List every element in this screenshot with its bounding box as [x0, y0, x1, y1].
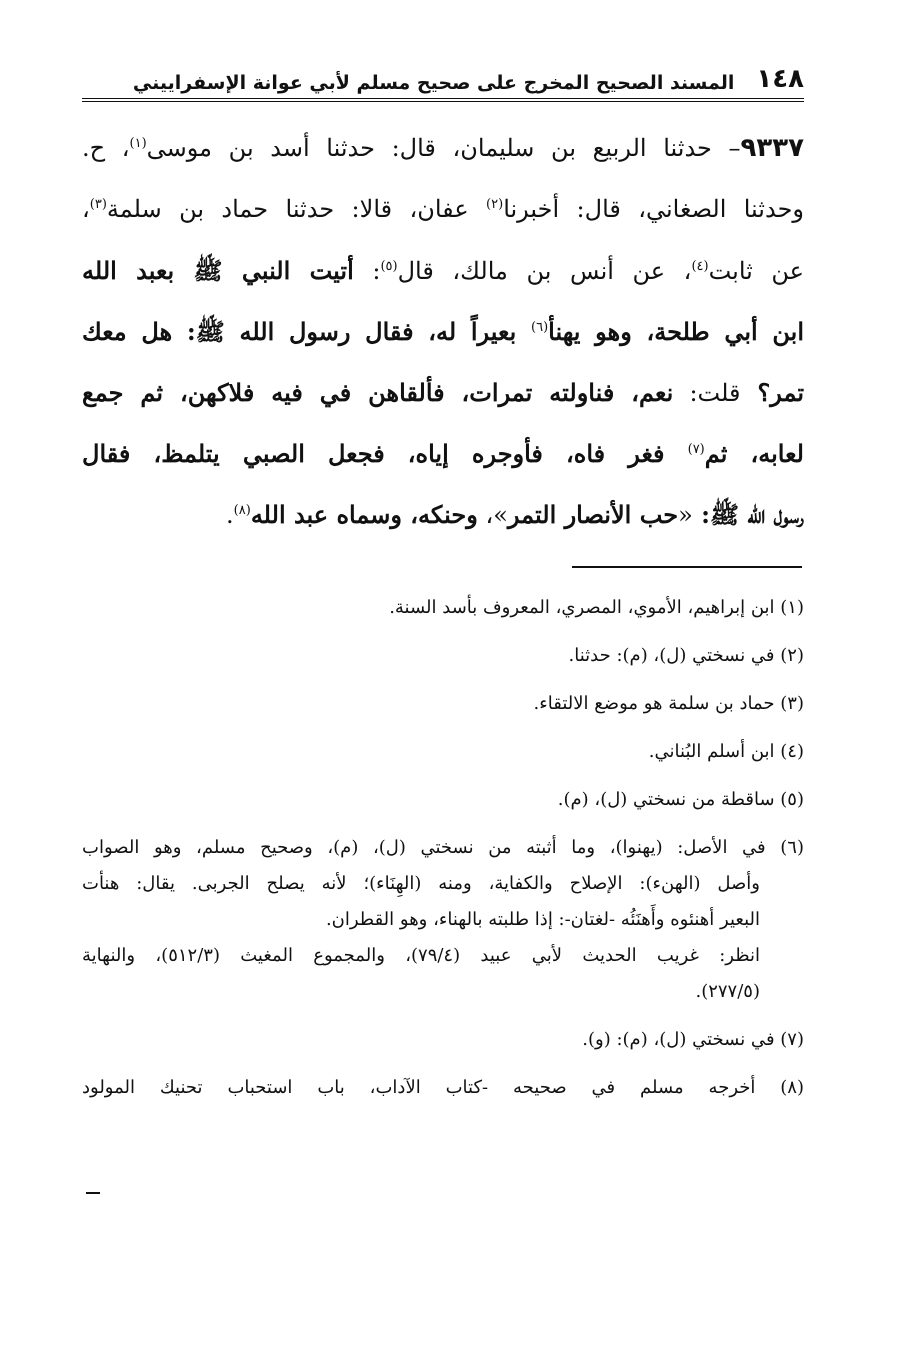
- hadith-matn-bold: رسول الله ﷺ:: [692, 500, 804, 529]
- footnote-ref: (١): [129, 136, 147, 151]
- hadith-line-3: [82, 240, 804, 301]
- hadith-text-run: »،: [477, 501, 508, 529]
- footnote-separator: [572, 566, 802, 568]
- footnote-6-line-4: انظر: غريب الحديث لأبي عبيد (٧٩/٤)، والمجموع المغيث (٥١٢/٣)، والنهاية: [82, 945, 760, 966]
- footnote-ref: (٣): [89, 197, 107, 212]
- footnote-2: (٢) في نسختي (ل)، (م): حدثنا.: [568, 645, 804, 666]
- hadith-text-run: .: [226, 501, 234, 529]
- hadith-matn-bold: وحنكه، وسماه عبد الله: [250, 500, 478, 529]
- footnote-6-line-3: البعير أهنئوه وأَهنَئُه -لغتان-: إذا طلبته بالهناء، وهو القطران.: [325, 909, 760, 930]
- hadith-text-run: ، ح.: [82, 134, 130, 162]
- hadith-line-7: [82, 484, 804, 545]
- footnote-1: (١) ابن إبراهيم، الأموي، المصري، المعروف بأسد السنة.: [389, 597, 804, 618]
- hadith-matn-bold: لعابه، ثم: [704, 439, 804, 468]
- footnote-7: (٧) في نسختي (ل)، (م): (و).: [582, 1029, 804, 1050]
- footnote-6-line-5: (٢٧٧/٥).: [695, 981, 760, 1002]
- hadith-text-run: ،: [82, 195, 90, 223]
- footnote-ref: (٧): [687, 442, 705, 457]
- footnote-3: (٣) حماد بن سلمة هو موضع الالتقاء.: [533, 693, 804, 714]
- continuation-dash: [86, 1192, 100, 1194]
- hadith-text-run: :: [353, 257, 381, 285]
- footnote-ref: (٤): [691, 259, 709, 274]
- hadith-text-run: ، عن أنس بن مالك، قال: [397, 257, 692, 285]
- hadith-text-run: وحدثنا الصغاني، قال: أخبرنا: [503, 195, 804, 223]
- footnote-ref: (٨): [233, 503, 251, 518]
- footnote-6-line-2: وأصل (الهنء): الإصلاح والكفاية، ومنه (الهِنَاء)؛ لأنه يصلح الجربى. يقال: هنأت: [82, 873, 760, 894]
- hadith-matn-bold: فغر فاه، فأوجره إياه، فجعل الصبي يتلمظ، فقال: [82, 439, 688, 468]
- footnote-5: (٥) ساقطة من نسختي (ل)، (م).: [557, 789, 804, 810]
- footnote-ref: (٦): [531, 320, 549, 335]
- hadith-text-run: قلت:: [673, 379, 741, 407]
- footnote-ref: (٢): [486, 197, 504, 212]
- hadith-text-run: عن ثابت: [708, 257, 804, 285]
- hadith-matn-bold: أتيت النبي ﷺ بعبد الله: [82, 256, 354, 285]
- running-title: المسند الصحيح المخرج على صحيح مسلم لأبي عوانة الإسفراييني: [132, 72, 735, 94]
- hadith-matn-bold: بعيراً له، فقال رسول الله ﷺ: هل معك: [82, 317, 531, 346]
- footnotes: [82, 590, 804, 1106]
- footnote-ref: (٥): [380, 259, 398, 274]
- hadith-matn-bold: تمر؟: [740, 378, 804, 407]
- page-number: ١٤٨: [756, 64, 804, 94]
- hadith-matn-bold: نعم، فناولته تمرات، فألقاهن في فيه فلاكهن، ثم جمع: [82, 378, 674, 407]
- hadith-text-run: – حدثنا الربيع بن سليمان، قال: حدثنا أسد بن موسى: [146, 134, 741, 162]
- hadith-line-1: [82, 118, 804, 179]
- hadith-text-run: عفان، قالا: حدثنا حماد بن سلمة: [106, 195, 487, 223]
- hadith-text-run: «: [678, 501, 693, 529]
- footnote-8: (٨) أخرجه مسلم في صحيحه -كتاب الآداب، باب استحباب تحنيك المولود: [82, 1077, 804, 1098]
- hadith-number: ٩٣٣٧: [740, 133, 804, 163]
- hadith-matn-bold: ابن أبي طلحة، وهو يهنأ: [548, 317, 804, 346]
- footnote-4: (٤) ابن أسلم البُناني.: [648, 741, 804, 762]
- hadith-line-6: [82, 423, 804, 484]
- hadith-line-4: [82, 301, 804, 362]
- hadith-line-5: [82, 362, 804, 423]
- page-header: [82, 62, 804, 102]
- hadith-matn-bold: حب الأنصار التمر: [507, 500, 679, 529]
- footnote-6-line-1: (٦) في الأصل: (يهنوا)، وما أثبته من نسختي (ل)، (م)، وصحيح مسلم، وهو الصواب: [82, 837, 804, 858]
- hadith-text: [82, 118, 804, 545]
- hadith-line-2: [82, 179, 804, 240]
